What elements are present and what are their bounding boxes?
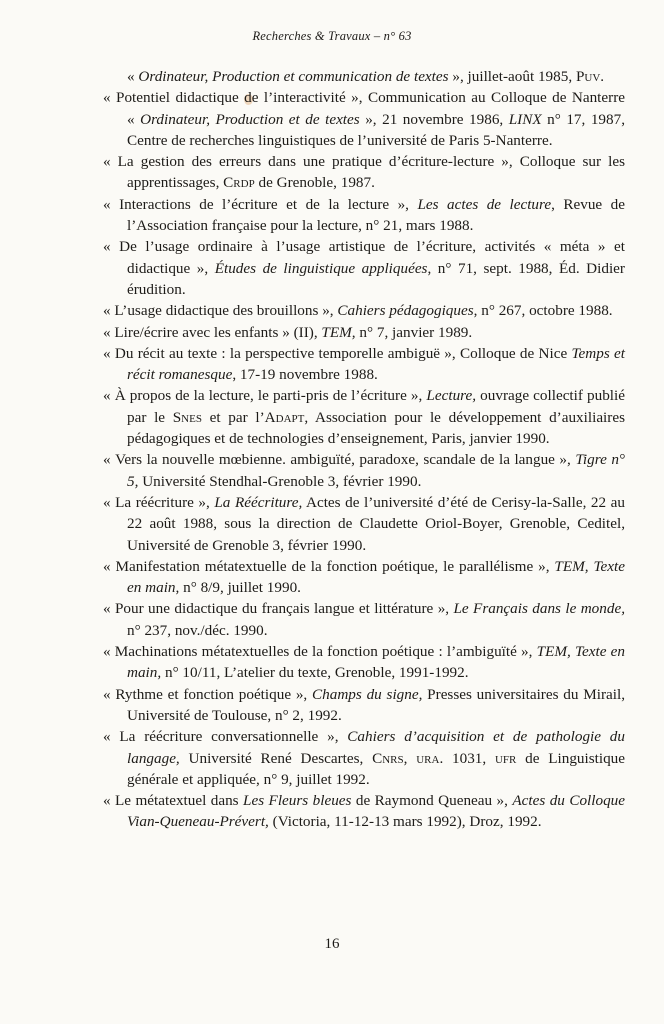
entry-text: « Lire/écrire avec les enfants » (II), xyxy=(103,323,322,341)
bibliography-entry xyxy=(103,790,625,833)
entry-text: », juillet-août 1985, xyxy=(448,68,576,85)
entry-text: de Grenoble, 1987. xyxy=(254,174,375,192)
entry-text: , Revue de l’Association française pour la lecture, n° 21, mars 1988. xyxy=(127,195,625,235)
bibliography-entry xyxy=(103,726,625,790)
entry-text: « Potentiel didactique de l’interactivité », Communication au Colloque de Nanterre « xyxy=(103,89,625,128)
entry-title-italic: Ordinateur, Production et communication de textes xyxy=(138,68,449,85)
entry-text: , n° 267, octobre 1988. xyxy=(473,302,613,320)
running-header: Recherches & Travaux – n° 63 xyxy=(252,29,412,43)
entry-text: ouvrage collectif publié par le xyxy=(127,387,625,426)
entry-title-italic: TEM, Texte en main, xyxy=(127,643,625,682)
bibliography-entry xyxy=(103,300,625,321)
entry-text: n° 10/11, L’atelier du texte, Grenoble, 1991-1992. xyxy=(161,664,469,682)
bibliography-entry xyxy=(103,598,625,641)
entry-text: « xyxy=(127,68,139,85)
bibliography-entry xyxy=(103,151,625,194)
entry-title-italic: LINX xyxy=(508,110,542,128)
entry-text: . xyxy=(600,68,605,85)
entry-acronym: ufr xyxy=(494,749,517,767)
entry-title-italic: Lecture, xyxy=(426,387,477,405)
entry-text: « Pour une didactique du français langue et littérature », xyxy=(103,600,454,618)
entry-text: et par l’ xyxy=(201,408,265,426)
entry-title-italic: Champs du signe, xyxy=(312,685,423,703)
bibliography-entry xyxy=(103,322,625,343)
entry-title-italic: Cahiers pédagogiques xyxy=(337,302,474,320)
entry-acronym: ura xyxy=(416,749,440,767)
entry-text: », 21 novembre 1986, xyxy=(359,110,509,128)
bibliography-entry xyxy=(103,66,625,87)
entry-title-italic: Le Français dans le monde, xyxy=(453,600,625,618)
entry-title-italic: Les Fleurs bleues xyxy=(243,792,352,810)
entry-text: « À propos de la lecture, le parti-pris de l’écriture », xyxy=(103,387,427,405)
entry-text: Université René Descartes, xyxy=(179,749,373,767)
entry-text: n° 7, janvier 1989. xyxy=(355,323,473,341)
bibliography-entry xyxy=(103,385,625,449)
entry-text: « L’usage didactique des brouillons », xyxy=(103,302,338,320)
entry-title-italic: Études de linguistique appliquées xyxy=(214,259,428,277)
entry-text: « Manifestation métatextuelle de la fonction poétique, le parallélisme », xyxy=(103,557,555,575)
entry-acronym: Cnrs xyxy=(372,749,404,767)
bibliography-list xyxy=(103,66,625,833)
entry-title-italic: Cahiers d’acquisition et de pathologie du langage, xyxy=(127,728,625,767)
bibliography-entry xyxy=(103,684,625,727)
entry-title-italic: Ordinateur, Production et de textes xyxy=(140,110,360,128)
entry-text: de Linguistique générale et appliquée, n° 9, juillet 1992. xyxy=(127,749,626,788)
entry-title-italic: TEM, xyxy=(321,323,356,341)
entry-text: « Interactions de l’écriture et de la lecture », xyxy=(103,195,418,213)
entry-text: . 1031, xyxy=(439,749,495,767)
bibliography-entry xyxy=(103,87,625,151)
bibliography-entry xyxy=(103,556,625,599)
entry-text: n° 237, nov./déc. 1990. xyxy=(127,621,268,639)
entry-title-italic: TEM, Texte en main, xyxy=(127,557,625,597)
entry-title-italic: Les actes de lecture xyxy=(417,195,552,213)
entry-text: « Vers la nouvelle mœbienne. ambiguïté, paradoxe, scandale de la langue », xyxy=(103,451,576,469)
bibliography-entry xyxy=(103,492,625,556)
entry-text: « La réécriture conversationnelle », xyxy=(103,728,348,746)
bibliography-entry xyxy=(103,449,625,492)
entry-text: « La gestion des erreurs dans une pratique d’écriture-lecture », Colloque sur les apprentissages, xyxy=(103,153,625,192)
entry-text: « Rythme et fonction poétique », xyxy=(103,685,313,703)
entry-title-italic: Temps et récit romanesque xyxy=(127,344,625,384)
entry-text: Actes de l’université d’été de Cerisy-la-Salle, 22 au 22 août 1988, sous la direction de Claudette Oriol-Boyer, Grenoble, Ceditel, Université de Grenoble 3, février 1990. xyxy=(127,493,625,554)
bibliography-entry xyxy=(103,236,625,300)
entry-text: Université Stendhal-Grenoble 3, février 1990. xyxy=(138,472,422,490)
entry-text: n° 8/9, juillet 1990. xyxy=(179,579,301,597)
entry-text: « De l’usage ordinaire à l’usage artistique de l’écriture, activités « méta » et didactique », xyxy=(103,238,625,277)
entry-title-italic: Actes du Colloque Vian-Queneau-Prévert, xyxy=(127,792,625,831)
entry-text: « Machinations métatextuelles de la fonction poétique : l’ambiguïté », xyxy=(103,643,537,661)
entry-text: n° 17, 1987, Centre de recherches linguistiques de l’université de Paris 5-Nanterre. xyxy=(127,110,625,149)
bibliography-entry xyxy=(103,641,625,684)
entry-text: « La réécriture », xyxy=(103,493,215,511)
entry-text: , Association pour le développement d’auxiliaires pédagogiques et de technologies d’enseignement, Paris, janvier 1990. xyxy=(127,408,625,448)
entry-text: Presses universitaires du Mirail, Université de Toulouse, n° 2, 1992. xyxy=(127,685,625,724)
entry-text: « Du récit au texte : la perspective temporelle ambiguë », Colloque de Nice xyxy=(103,344,572,362)
page-number: 16 xyxy=(324,936,340,952)
entry-title-italic: La Réécriture, xyxy=(214,493,303,511)
entry-text: « Le métatextuel dans xyxy=(103,792,244,810)
entry-acronym: Crdp xyxy=(223,174,255,192)
entry-acronym: Snes xyxy=(172,408,202,426)
entry-text: (Victoria, 11-12-13 mars 1992), Droz, 1992. xyxy=(268,813,542,831)
bibliography-entry xyxy=(103,194,625,237)
entry-acronym: Adapt xyxy=(264,408,305,426)
entry-text: , n° 71, sept. 1988, Éd. Didier érudition. xyxy=(127,259,625,298)
entry-text: de Raymond Queneau », xyxy=(351,792,513,810)
entry-acronym: Puv xyxy=(575,68,601,85)
entry-title-italic: Tigre n° 5, xyxy=(127,451,625,490)
entry-text: , 17-19 novembre 1988. xyxy=(232,366,378,384)
entry-text: , xyxy=(403,749,417,767)
bibliography-entry xyxy=(103,343,625,386)
